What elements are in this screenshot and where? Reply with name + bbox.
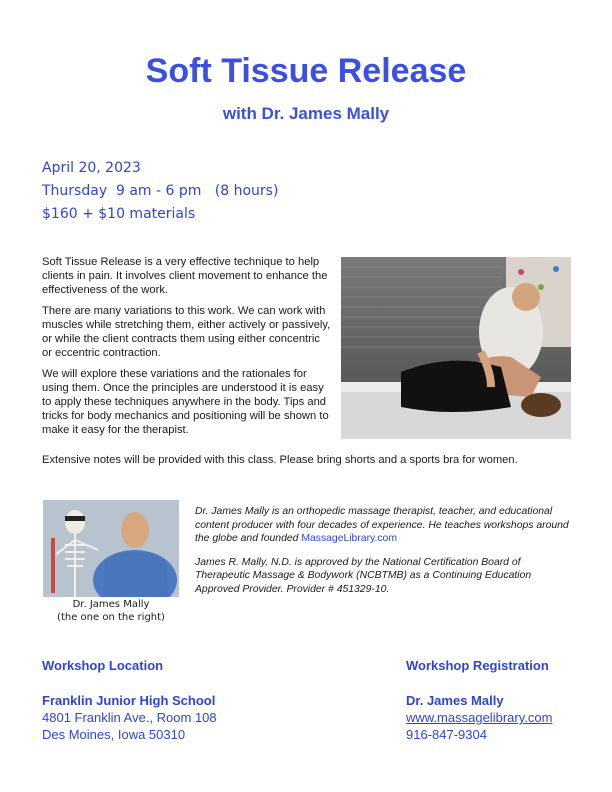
page-title: Soft Tissue Release bbox=[145, 52, 467, 90]
registration-phone: 916-847-9304 bbox=[406, 727, 487, 742]
event-price: $160 + $10 materials bbox=[42, 206, 196, 222]
description bbox=[42, 255, 332, 444]
registration-website-link[interactable]: www.massagelibrary.com bbox=[406, 710, 553, 725]
instructor-photo-illustration bbox=[43, 500, 179, 597]
bio-paragraph-1 bbox=[195, 505, 570, 546]
caption-note: (the one on the right) bbox=[57, 611, 165, 623]
description-paragraph-2: There are many variations to this work. We can work with muscles while stretching them, either actively or passively, or while the client contracts them using either concentric or eccentric contraction. bbox=[42, 305, 331, 359]
instructor-caption bbox=[43, 599, 179, 624]
location-name: Franklin Junior High School bbox=[42, 693, 216, 708]
registration-heading: Workshop Registration bbox=[406, 658, 549, 673]
instructor-bio bbox=[195, 505, 570, 606]
workshop-photo bbox=[341, 257, 571, 439]
bio-text-1: Dr. James Mally is an orthopedic massage therapist, teacher, and educational content producer with four decades of experience. He teaches workshops around the globe and founded bbox=[195, 506, 569, 544]
event-date: April 20, 2023 bbox=[42, 160, 141, 176]
notes-text: Extensive notes will be provided with this class. Please bring shorts and a sports bra for women. bbox=[42, 454, 518, 466]
location-heading: Workshop Location bbox=[42, 658, 164, 673]
location-block bbox=[42, 692, 217, 743]
page-subtitle: with Dr. James Mally bbox=[222, 104, 390, 123]
location-street: 4801 Franklin Ave., Room 108 bbox=[42, 710, 217, 725]
description-paragraph-1: Soft Tissue Release is a very effective technique to help clients in pain. It involves client movement to enhance the effectiveness of the work. bbox=[42, 256, 328, 296]
massage-library-link[interactable]: MassageLibrary.com bbox=[301, 533, 397, 544]
description-paragraph-3: We will explore these variations and the rationales for using them. Once the principles are understood it is easy to apply these techniques anywhere in the body. Tips and tricks for body mechanics and positioning will be shown to make it easy for the therapist. bbox=[42, 368, 329, 436]
registration-name: Dr. James Mally bbox=[406, 693, 504, 708]
location-city: Des Moines, Iowa 50310 bbox=[42, 727, 186, 742]
event-schedule: Thursday 9 am - 6 pm (8 hours) bbox=[42, 183, 279, 199]
workshop-photo-illustration bbox=[341, 257, 571, 439]
bio-paragraph-2: James R. Mally, N.D. is approved by the National Certification Board of Therapeutic Massage & Bodywork (NCBTMB) as a Continuing Education Approved Provider. Provider # 451329-10. bbox=[195, 556, 532, 595]
caption-name: Dr. James Mally bbox=[72, 599, 150, 610]
registration-block bbox=[406, 692, 552, 743]
instructor-photo bbox=[43, 500, 179, 597]
